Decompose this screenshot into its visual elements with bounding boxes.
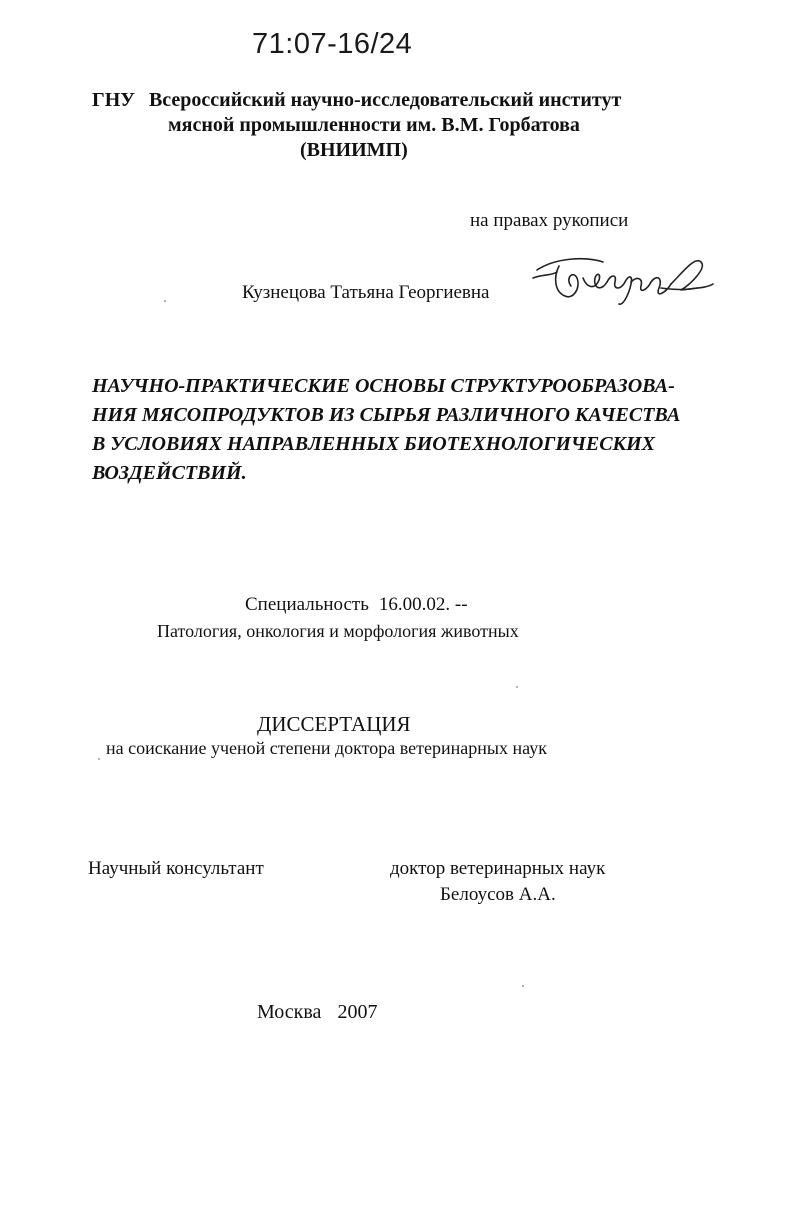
place: Москва xyxy=(257,1001,322,1023)
document-type: ДИССЕРТАЦИЯ xyxy=(257,712,411,736)
catalog-number: 71:07-16/24 xyxy=(252,28,413,60)
title-line-3: В УСЛОВИЯХ НАПРАВЛЕННЫХ БИОТЕХНОЛОГИЧЕСКИХ xyxy=(92,433,656,455)
title-line-2: НИЯ МЯСОПРОДУКТОВ ИЗ СЫРЬЯ РАЗЛИЧНОГО КАЧЕСТВА xyxy=(92,404,681,426)
dissertation-title xyxy=(92,372,682,488)
institution-line-2: мясной промышленности им. В.М. Горбатова xyxy=(168,114,580,136)
institution-line-1 xyxy=(92,89,621,112)
place-and-year xyxy=(257,1001,377,1024)
specialty-name: Патология, онкология и морфология животных xyxy=(157,621,519,641)
consultant-degree: доктор ветеринарных наук xyxy=(390,858,606,879)
title-line-1: НАУЧНО-ПРАКТИЧЕСКИЕ ОСНОВЫ СТРУКТУРООБРАЗОВА- xyxy=(92,375,675,397)
specialty-line xyxy=(245,594,468,616)
institution-prefix: ГНУ xyxy=(92,89,135,111)
institution-abbreviation: (ВНИИМП) xyxy=(300,139,408,161)
scan-speck xyxy=(522,985,524,987)
institution-name-part-1: Всероссийский научно-исследовательский институт xyxy=(148,89,622,111)
scan-speck xyxy=(164,300,166,302)
scan-speck xyxy=(516,686,518,688)
year: 2007 xyxy=(337,1001,378,1023)
specialty-code: 16.00.02. -- xyxy=(378,594,468,615)
scan-speck xyxy=(98,758,100,760)
degree-line: на соискание ученой степени доктора ветеринарных наук xyxy=(106,738,547,758)
consultant-name: Белоусов А.А. xyxy=(440,884,556,905)
specialty-label: Специальность xyxy=(245,594,369,615)
author-name: Кузнецова Татьяна Георгиевна xyxy=(242,282,490,303)
title-line-4: ВОЗДЕЙСТВИЙ. xyxy=(92,462,247,484)
signature-image xyxy=(525,248,715,310)
rights-note: на правах рукописи xyxy=(470,210,629,231)
consultant-label: Научный консультант xyxy=(88,858,264,879)
